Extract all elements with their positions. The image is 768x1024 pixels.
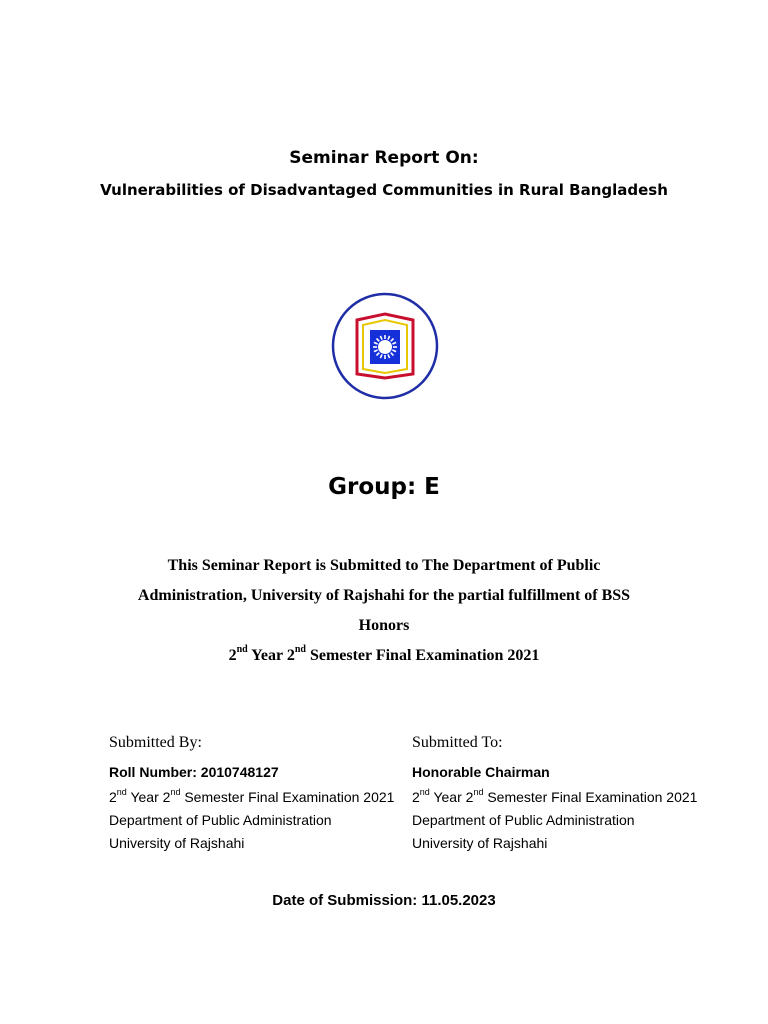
submitter-department: Department of Public Administration xyxy=(109,812,332,828)
submitted-by-label: Submitted By: xyxy=(109,734,202,751)
submitted-to-label: Submitted To: xyxy=(412,734,503,751)
seminar-heading: Seminar Report On: xyxy=(289,148,479,168)
submission-statement-line: This Seminar Report is Submitted to The Department of Public xyxy=(167,557,601,574)
examination-line: 2nd Year 2nd Semester Final Examination 2021 xyxy=(228,644,540,664)
submitted-by-block xyxy=(109,734,449,858)
university-seal-icon xyxy=(331,292,439,400)
submitter-exam-line: 2nd Year 2nd Semester Final Examination 2021 xyxy=(109,787,395,805)
submission-statement-line: Honors xyxy=(358,617,410,634)
recipient-department: Department of Public Administration xyxy=(412,812,635,828)
recipient-university: University of Rajshahi xyxy=(412,835,548,851)
group-label: Group: E xyxy=(328,474,440,500)
submission-date: Date of Submission: 11.05.2023 xyxy=(272,892,496,909)
seal-sun xyxy=(373,335,397,359)
submission-statement-line: Administration, University of Rajshahi for the partial fulfillment of BSS xyxy=(137,587,631,604)
submitter-university: University of Rajshahi xyxy=(109,835,245,851)
submitted-to-block xyxy=(412,734,752,858)
recipient-name: Honorable Chairman xyxy=(412,764,550,780)
seminar-topic: Vulnerabilities of Disadvantaged Communities in Rural Bangladesh xyxy=(100,181,668,199)
roll-number: Roll Number: 2010748127 xyxy=(109,764,279,780)
recipient-exam-line: 2nd Year 2nd Semester Final Examination 2021 xyxy=(412,787,698,805)
